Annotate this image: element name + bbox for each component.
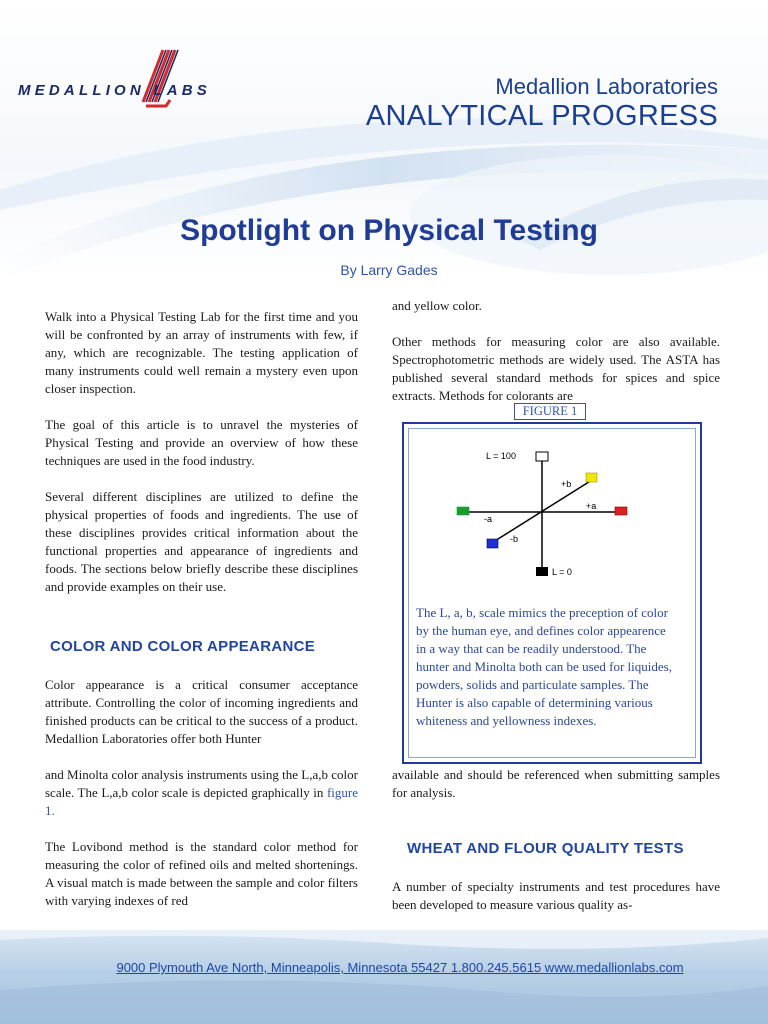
paragraph: The goal of this article is to unravel the mysteries of Physical Testing and provide an overview of how these techniques are used in the food industry. [45,417,358,468]
yellow-cube-icon [586,473,597,482]
footer-contact-link[interactable]: 9000 Plymouth Ave North, Minneapolis, Minnesota 55427 1.800.245.5615 www.medallionlabs.com [116,960,684,975]
label-l-100: L = 100 [486,451,516,461]
logo-mark-icon [18,44,218,114]
section-heading-color: COLOR AND COLOR APPEARANCE [50,638,316,655]
lab-color-scale-diagram [404,424,700,599]
left-column-lower [45,676,358,928]
green-cube-icon [457,507,469,515]
black-cube-icon [536,567,548,576]
white-cube-icon [536,452,548,461]
medallion-labs-logo [18,44,218,114]
paragraph: Other methods for measuring color are also available. Spectrophotometric methods are widely used. The ASTA has published several standard methods for spices and spice extracts. Methods for colorants are [392,334,720,403]
left-column [45,308,358,614]
right-column-lower [392,766,720,820]
section-heading-wheat: WHEAT AND FLOUR QUALITY TESTS [407,840,684,857]
label-minus-a: -a [484,514,493,524]
label-minus-b: -b [510,534,519,544]
paragraph: and yellow color. [392,298,482,313]
figure-1-link[interactable]: figure 1. [45,785,358,818]
paragraph: Walk into a Physical Testing Lab for the first time and you will be confronted by an array of instruments with few, if any, which are recognizable. The testing application of many instruments could well remain a mystery even upon closer inspection. [45,309,358,396]
right-column-bottom [392,878,720,932]
article-title: Spotlight on Physical Testing [180,214,598,247]
figure-caption: The L, a, b, scale mimics the preception of color by the human eye, and defines color appearence in a way that can be readily understood. The hunter and Minolta both can be used for liquides, powders, solids and particulate samples. The Hunter is also capable of determining various whiteness and yellowness indexes. [416,605,672,728]
paragraph: The Lovibond method is the standard color method for measuring the color of refined oils and melted shortenings. A visual match is made between the sample and color filters with varying indexes of red [45,839,358,908]
paragraph: available and should be referenced when submitting samples for analysis. [392,767,720,800]
footer-wave-graphic [0,930,768,1024]
article-byline: By Larry Gades [340,262,438,278]
paragraph: Several different disciplines are utilized to define the physical properties of foods and ingredients. The use of these disciplines provides critical information about the functional properties and appearance of ingredients and foods. The sections below briefly describe these disciplines and provide examples on their use. [45,489,358,594]
figure-1-box [402,422,702,764]
red-cube-icon [615,507,627,515]
label-plus-a: +a [586,501,597,511]
right-column [392,297,720,405]
blue-cube-icon [487,539,498,548]
footer [0,930,768,1024]
company-name: Medallion Laboratories [495,74,718,99]
paragraph [45,766,358,820]
label-plus-b: +b [561,479,572,489]
paragraph: Color appearance is a critical consumer acceptance attribute. Controlling the color of incoming ingredients and finished products can be critical to the success of a product. Medallion Laboratories offer both Hunter [45,677,358,746]
paragraph: A number of specialty instruments and test procedures have been developed to measure various quality as- [392,879,720,912]
label-l-0: L = 0 [552,567,572,577]
newsletter-title: ANALYTICAL PROGRESS [365,100,718,132]
logo-wordmark: MEDALLION LABS [18,82,211,99]
paragraph-text: and Minolta color analysis instruments using the L,a,b color scale. The L,a,b color scale is depicted graphically in [45,767,358,800]
figure-label: FIGURE 1 [514,403,586,420]
